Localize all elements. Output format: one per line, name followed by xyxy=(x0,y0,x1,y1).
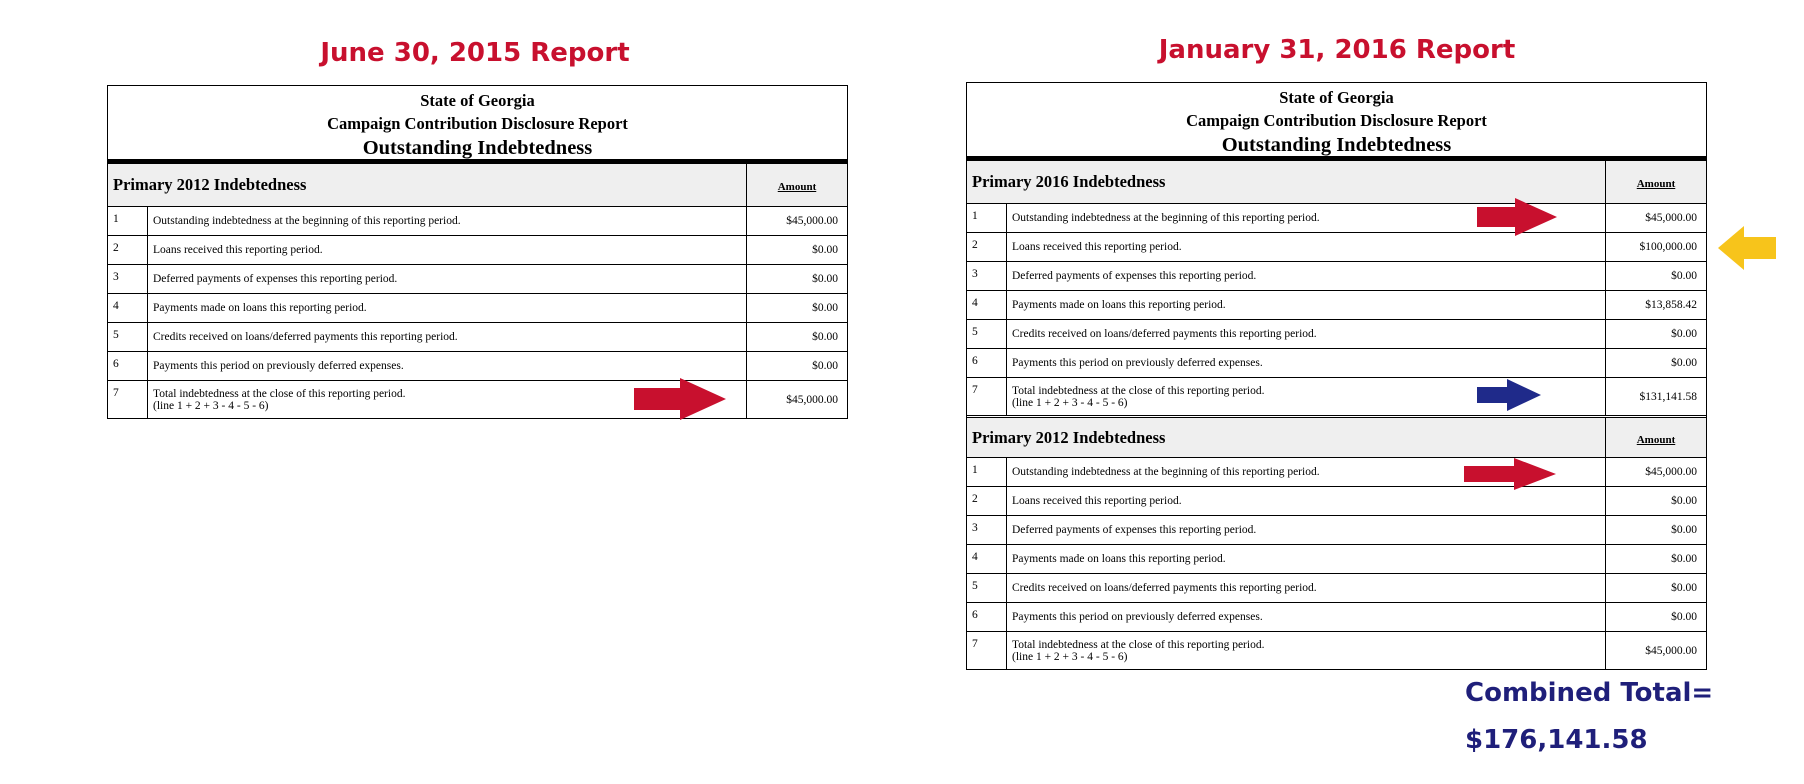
row-number: 7 xyxy=(967,632,1007,669)
right-report-title: January 31, 2016 Report xyxy=(1158,35,1516,65)
row-amount: $100,000.00 xyxy=(1639,241,1697,253)
table-row xyxy=(967,574,1706,603)
row-amount: $0.00 xyxy=(1671,524,1697,536)
row-formula-text: (line 1 + 2 + 3 - 4 - 5 - 6) xyxy=(153,399,269,412)
row-description-text: Total indebtedness at the close of this reporting period. xyxy=(153,387,406,400)
combined-total-value: $176,141.58 xyxy=(1465,725,1648,755)
table-row xyxy=(967,233,1706,262)
header-subject: Outstanding Indebtedness xyxy=(1221,134,1452,156)
section-rows xyxy=(108,207,847,418)
row-description xyxy=(1007,487,1606,515)
row-amount: $13,858.42 xyxy=(1645,299,1697,311)
row-amount: $131,141.58 xyxy=(1639,390,1697,403)
report-header xyxy=(108,86,847,164)
row-number: 5 xyxy=(967,320,1007,348)
row-number: 7 xyxy=(967,378,1007,415)
header-state: State of Georgia xyxy=(1279,88,1394,107)
table-row xyxy=(108,352,847,381)
row-number: 2 xyxy=(967,487,1007,515)
row-amount: $0.00 xyxy=(812,244,838,256)
row-number: 5 xyxy=(108,323,148,351)
section-title: Primary 2012 Indebtedness xyxy=(967,418,1606,457)
row-number: 3 xyxy=(967,516,1007,544)
row-number: 4 xyxy=(108,294,148,322)
row-number: 1 xyxy=(967,458,1007,486)
table-row xyxy=(108,265,847,294)
table-row xyxy=(967,632,1706,669)
amount-column-header: Amount xyxy=(1636,178,1676,190)
row-description xyxy=(1007,516,1606,544)
row-number: 3 xyxy=(967,262,1007,290)
row-description-text: Deferred payments of expenses this reporting period. xyxy=(153,273,398,285)
row-description-text: Outstanding indebtedness at the beginning of this reporting period. xyxy=(153,215,461,227)
section-header xyxy=(108,164,847,207)
left-report-table xyxy=(107,85,848,419)
right-report-table xyxy=(966,82,1707,670)
red-arrow-icon xyxy=(634,378,726,420)
row-description-text: Outstanding indebtedness at the beginning of this reporting period. xyxy=(1012,466,1320,478)
table-row xyxy=(108,207,847,236)
row-description-text: Loans received this reporting period. xyxy=(1012,241,1182,253)
row-amount: $0.00 xyxy=(1671,495,1697,507)
yellow-arrow-icon xyxy=(1718,226,1776,270)
row-description-text: Loans received this reporting period. xyxy=(1012,495,1182,507)
left-report-title: June 30, 2015 Report xyxy=(320,38,630,68)
row-description-text: Payments made on loans this reporting period. xyxy=(1012,299,1226,311)
row-number: 2 xyxy=(967,233,1007,261)
row-description xyxy=(148,294,747,322)
header-state: State of Georgia xyxy=(420,91,535,110)
row-amount: $0.00 xyxy=(1671,611,1697,623)
row-description-text: Total indebtedness at the close of this reporting period. xyxy=(1012,384,1265,397)
row-description xyxy=(1007,574,1606,602)
report-header xyxy=(967,83,1706,161)
row-number: 6 xyxy=(967,349,1007,377)
row-amount: $45,000.00 xyxy=(786,215,838,227)
row-description xyxy=(1007,545,1606,573)
table-row xyxy=(967,603,1706,632)
row-description-text: Deferred payments of expenses this reporting period. xyxy=(1012,524,1257,536)
row-number: 4 xyxy=(967,291,1007,319)
section-title: Primary 2012 Indebtedness xyxy=(108,164,747,206)
row-description-text: Credits received on loans/deferred payments this reporting period. xyxy=(1012,582,1317,594)
table-row xyxy=(108,236,847,265)
row-description-text: Credits received on loans/deferred payments this reporting period. xyxy=(153,331,458,343)
row-number: 6 xyxy=(967,603,1007,631)
navy-arrow-icon xyxy=(1477,379,1541,411)
row-amount: $45,000.00 xyxy=(1645,644,1697,657)
row-number: 2 xyxy=(108,236,148,264)
row-description-text: Deferred payments of expenses this reporting period. xyxy=(1012,270,1257,282)
section-header xyxy=(967,418,1706,458)
row-number: 6 xyxy=(108,352,148,380)
red-arrow-icon xyxy=(1464,458,1556,490)
row-description xyxy=(148,265,747,293)
amount-column-header: Amount xyxy=(777,181,817,193)
section-rows xyxy=(967,458,1706,669)
row-amount: $0.00 xyxy=(1671,582,1697,594)
table-row xyxy=(108,323,847,352)
row-formula-text: (line 1 + 2 + 3 - 4 - 5 - 6) xyxy=(1012,396,1128,409)
table-row xyxy=(967,262,1706,291)
row-description xyxy=(1007,632,1606,669)
row-amount: $0.00 xyxy=(812,302,838,314)
table-row xyxy=(967,487,1706,516)
table-row xyxy=(108,294,847,323)
row-description xyxy=(148,352,747,380)
amount-column-header: Amount xyxy=(1636,433,1676,446)
table-row xyxy=(967,545,1706,574)
row-number: 3 xyxy=(108,265,148,293)
row-amount: $0.00 xyxy=(812,273,838,285)
row-description xyxy=(148,236,747,264)
row-description-text: Payments this period on previously deferred expenses. xyxy=(153,360,404,372)
row-amount: $0.00 xyxy=(1671,270,1697,282)
row-amount: $45,000.00 xyxy=(786,393,838,406)
row-number: 4 xyxy=(967,545,1007,573)
row-number: 5 xyxy=(967,574,1007,602)
row-description-text: Payments made on loans this reporting period. xyxy=(1012,553,1226,565)
table-row xyxy=(967,516,1706,545)
section-header xyxy=(967,161,1706,204)
row-amount: $0.00 xyxy=(812,360,838,372)
row-description-text: Outstanding indebtedness at the beginning of this reporting period. xyxy=(1012,212,1320,224)
row-description-text: Loans received this reporting period. xyxy=(153,244,323,256)
row-description-text: Payments this period on previously deferred expenses. xyxy=(1012,611,1263,623)
row-formula-text: (line 1 + 2 + 3 - 4 - 5 - 6) xyxy=(1012,650,1128,663)
table-row xyxy=(967,204,1706,233)
row-amount: $45,000.00 xyxy=(1645,466,1697,478)
row-description xyxy=(1007,603,1606,631)
row-description xyxy=(1007,349,1606,377)
table-row xyxy=(967,291,1706,320)
row-description-text: Payments made on loans this reporting period. xyxy=(153,302,367,314)
row-number: 7 xyxy=(108,381,148,418)
row-description-text: Total indebtedness at the close of this reporting period. xyxy=(1012,638,1265,651)
row-amount: $45,000.00 xyxy=(1645,212,1697,224)
row-description xyxy=(1007,291,1606,319)
row-description xyxy=(148,207,747,235)
section-title: Primary 2016 Indebtedness xyxy=(967,161,1606,203)
row-amount: $0.00 xyxy=(812,331,838,343)
row-description-text: Credits received on loans/deferred payments this reporting period. xyxy=(1012,328,1317,340)
header-subject: Outstanding Indebtedness xyxy=(362,137,593,159)
header-report-name: Campaign Contribution Disclosure Report xyxy=(1186,111,1487,130)
combined-total-label: Combined Total= xyxy=(1465,678,1714,708)
table-row xyxy=(967,458,1706,487)
header-report-name: Campaign Contribution Disclosure Report xyxy=(327,114,628,133)
row-amount: $0.00 xyxy=(1671,553,1697,565)
row-description-text: Payments this period on previously deferred expenses. xyxy=(1012,357,1263,369)
row-description xyxy=(1007,262,1606,290)
row-amount: $0.00 xyxy=(1671,328,1697,340)
row-description xyxy=(148,323,747,351)
table-row xyxy=(967,378,1706,415)
red-arrow-icon xyxy=(1477,198,1557,236)
table-row xyxy=(967,320,1706,349)
row-number: 1 xyxy=(967,204,1007,232)
table-row xyxy=(967,349,1706,378)
table-row xyxy=(108,381,847,418)
row-description xyxy=(1007,320,1606,348)
row-description xyxy=(1007,233,1606,261)
section-rows xyxy=(967,204,1706,415)
row-amount: $0.00 xyxy=(1671,357,1697,369)
row-number: 1 xyxy=(108,207,148,235)
